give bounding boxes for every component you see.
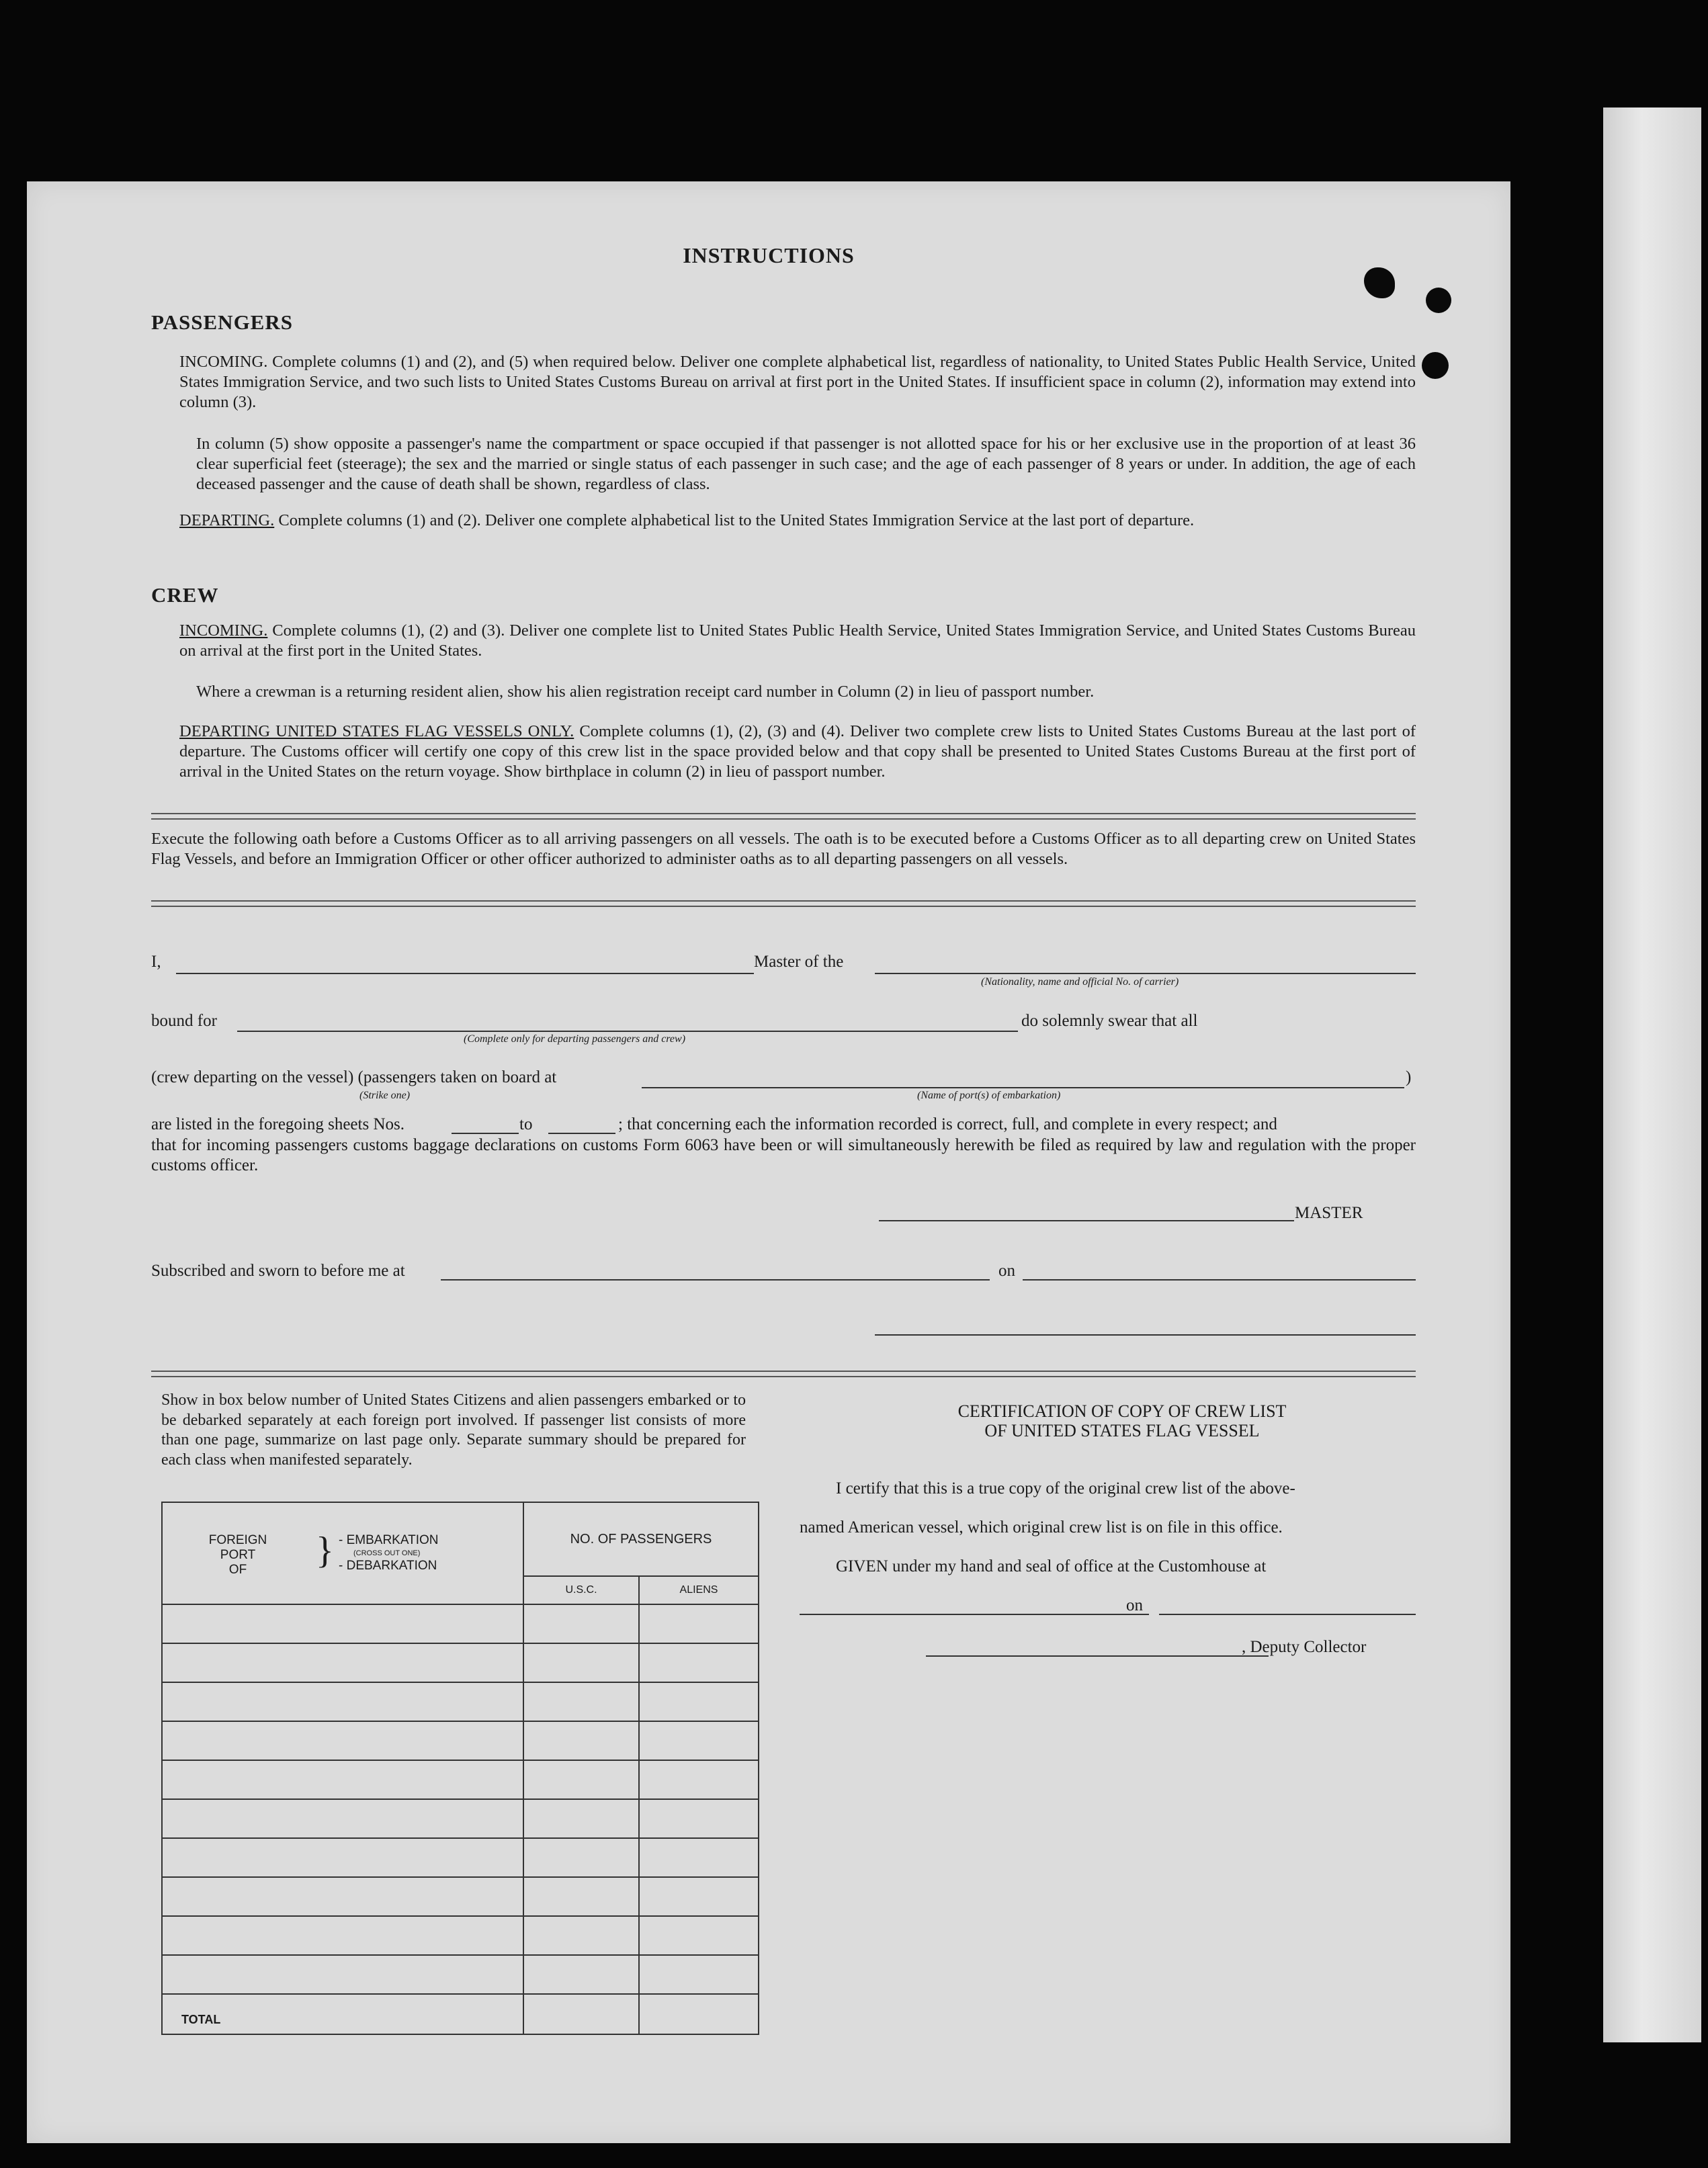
- master-name-field[interactable]: [176, 973, 754, 974]
- total-cell: [162, 1994, 523, 2034]
- summary-instructions: Show in box below number of United States Citizens and alien passengers embarked or to be debarked separately at each foreign port involved. If passenger list consists of more than one page, summarize on last page only. Separate summary should be prepared for each class when manifested separately.: [161, 1391, 746, 1469]
- usc-cell[interactable]: [523, 1604, 639, 1643]
- crew-departing-paragraph: [179, 722, 1416, 782]
- passenger-summary-table: [161, 1502, 759, 2035]
- usc-header: U.S.C.: [523, 1576, 639, 1604]
- aliens-cell[interactable]: [639, 1604, 759, 1643]
- crew-resident-paragraph: Where a crewman is a returning resident alien, show his alien registration receipt card number in Column (2) in lieu of passport number.: [196, 683, 1095, 701]
- bound-for-field[interactable]: [237, 1031, 1018, 1032]
- cert-on-label: on: [1126, 1596, 1143, 1614]
- port-cell[interactable]: [162, 1916, 523, 1955]
- certify-line2: named American vessel, which original crew list is on file in this office.: [800, 1518, 1283, 1536]
- usc-cell[interactable]: [523, 1838, 639, 1877]
- sheet-from-field[interactable]: [452, 1133, 519, 1134]
- debarkation-label[interactable]: - DEBARKATION: [339, 1559, 437, 1573]
- page-title: INSTRUCTIONS: [683, 243, 855, 267]
- customhouse-field[interactable]: [800, 1614, 1149, 1615]
- deputy-collector-label: , Deputy Collector: [1242, 1638, 1367, 1656]
- port-cell[interactable]: [162, 1760, 523, 1799]
- listed-to-label: to: [519, 1115, 533, 1133]
- foreign-label: FOREIGN: [208, 1533, 267, 1547]
- port-cell[interactable]: [162, 1721, 523, 1760]
- sworn-place-field[interactable]: [441, 1279, 990, 1281]
- usc-cell[interactable]: [523, 1799, 639, 1838]
- aliens-header: ALIENS: [639, 1576, 759, 1604]
- double-rule: [151, 1371, 1416, 1377]
- departing-label: DEPARTING.: [179, 511, 275, 529]
- aliens-cell[interactable]: [639, 1799, 759, 1838]
- ink-blot: [1426, 288, 1451, 313]
- certify-line1: I certify that this is a true copy of the original crew list of the above-: [836, 1479, 1295, 1498]
- aliens-cell[interactable]: [639, 1760, 759, 1799]
- port-label: PORT: [220, 1548, 256, 1562]
- oath-i-label: I,: [151, 953, 161, 971]
- port-cell[interactable]: [162, 1955, 523, 1994]
- ink-blot: [1422, 352, 1449, 379]
- aliens-cell[interactable]: [639, 1916, 759, 1955]
- aliens-cell[interactable]: [639, 1682, 759, 1721]
- cert-title-line1: CERTIFICATION OF COPY OF CREW LIST: [957, 1401, 1287, 1421]
- incoming-text: Complete columns (1) and (2), and (5) when required below. Deliver one complete alphabetical list, regardless of nationality, to United States Public Health Service, United States Immigration Service, and two such lists to United States Customs Bureau on arrival at first port in the United States. If insufficient space in column (2), information may extend into column (3).: [179, 353, 1416, 411]
- strike-one-note: (Strike one): [359, 1090, 411, 1101]
- port-cell[interactable]: [162, 1682, 523, 1721]
- double-rule: [151, 900, 1416, 907]
- crew-incoming-text: Complete columns (1), (2) and (3). Deliver one complete list to United States Public Health Service, United States Immigration Service, and United States Customs Bureau on arrival at the first port in the United States.: [179, 621, 1416, 660]
- usc-cell[interactable]: [523, 1721, 639, 1760]
- crew-incoming-label: INCOMING.: [179, 621, 268, 640]
- subscribed-label: Subscribed and sworn to before me at: [151, 1262, 405, 1280]
- aliens-total-cell[interactable]: [639, 1994, 759, 2034]
- port-header-cell: [162, 1502, 523, 1604]
- port-cell[interactable]: [162, 1643, 523, 1682]
- nationality-note: (Nationality, name and official No. of carrier): [981, 976, 1179, 988]
- officer-signature-field[interactable]: [875, 1334, 1416, 1336]
- cert-title-line2: OF UNITED STATES FLAG VESSEL: [984, 1421, 1260, 1440]
- port-cell[interactable]: [162, 1799, 523, 1838]
- aliens-cell[interactable]: [639, 1721, 759, 1760]
- incoming-label: INCOMING.: [179, 353, 268, 371]
- port-cell[interactable]: [162, 1838, 523, 1877]
- oath-intro-paragraph: Execute the following oath before a Customs Officer as to all arriving passengers on all vessels. The oath is to be executed before a Customs Officer as to all departing crew on United States Flag Vessels, and before an Immigration Officer or other officer authorized to administer oaths as to all departing passengers on all vessels.: [151, 830, 1416, 868]
- sworn-date-field[interactable]: [1023, 1279, 1416, 1281]
- master-label: MASTER: [1295, 1204, 1363, 1222]
- usc-total-cell[interactable]: [523, 1994, 639, 2034]
- usc-cell[interactable]: [523, 1955, 639, 1994]
- passengers-departing-paragraph: [179, 511, 1416, 531]
- no-of-passengers-header: NO. OF PASSENGERS: [523, 1502, 759, 1576]
- complete-only-note: (Complete only for departing passengers and crew): [464, 1033, 686, 1045]
- sheet-to-field[interactable]: [548, 1133, 615, 1134]
- listed-rest-text: that for incoming passengers customs baggage declarations on customs Form 6063 have been or will simultaneously herewith be filed as required by law and regulation with the proper customs officer.: [151, 1136, 1416, 1174]
- master-signature-field[interactable]: [879, 1220, 1294, 1221]
- solemnly-swear-label: do solemnly swear that all: [1021, 1012, 1198, 1030]
- usc-cell[interactable]: [523, 1682, 639, 1721]
- passengers-heading: PASSENGERS: [151, 310, 293, 334]
- ink-blot: [1364, 267, 1395, 298]
- bracket-glyph: }: [316, 1530, 334, 1571]
- aliens-cell[interactable]: [639, 1955, 759, 1994]
- deputy-signature-field[interactable]: [926, 1655, 1269, 1657]
- sworn-on-label: on: [998, 1262, 1015, 1280]
- port-embarkation-field[interactable]: [642, 1087, 1404, 1088]
- usc-cell[interactable]: [523, 1916, 639, 1955]
- port-cell[interactable]: [162, 1604, 523, 1643]
- of-label: OF: [228, 1563, 247, 1577]
- master-of-the-label: Master of the: [754, 953, 844, 971]
- crew-incoming-paragraph: [179, 621, 1416, 661]
- foreign-port-of-label: [198, 1533, 278, 1577]
- given-under-hand: GIVEN under my hand and seal of office at the Customhouse at: [836, 1557, 1267, 1575]
- usc-cell[interactable]: [523, 1643, 639, 1682]
- bound-for-label: bound for: [151, 1012, 217, 1030]
- departing-text: Complete columns (1) and (2). Deliver one complete alphabetical list to the United States Immigration Service at the last port of departure.: [278, 511, 1195, 529]
- close-paren: ): [1406, 1068, 1412, 1086]
- crew-departing-label: DEPARTING UNITED STATES FLAG VESSELS ONLY.: [179, 722, 574, 740]
- aliens-cell[interactable]: [639, 1877, 759, 1916]
- form-page: [27, 181, 1510, 2143]
- listed-continuation: ; that concerning each the information recorded is correct, full, and complete in every respect; and: [618, 1115, 1277, 1133]
- crew-departing-label: (crew departing on the vessel) (passengers taken on board at: [151, 1068, 557, 1086]
- embarkation-label[interactable]: - EMBARKATION: [339, 1533, 439, 1547]
- certification-title: [826, 1401, 1418, 1440]
- cross-out-note: (CROSS OUT ONE): [353, 1549, 421, 1557]
- listed-sheets-label: are listed in the foregoing sheets Nos.: [151, 1115, 404, 1133]
- usc-cell[interactable]: [523, 1877, 639, 1916]
- passengers-incoming-paragraph: [179, 352, 1416, 413]
- carrier-field[interactable]: [875, 973, 1416, 974]
- aliens-cell[interactable]: [639, 1643, 759, 1682]
- usc-cell[interactable]: [523, 1760, 639, 1799]
- passengers-column5-paragraph: In column (5) show opposite a passenger's name the compartment or space occupied if that passenger is not allotted space for his or her exclusive use in the proportion of at least 36 clear superficial feet (steerage); the sex and the married or single status of each passenger in such case; and the age of each passenger of 8 years or under. In addition, the age of each deceased passenger and the cause of death shall be shown, regardless of class.: [196, 435, 1416, 493]
- crew-departing-text: Complete columns (1), (2), (3) and (4). Deliver two complete crew lists to United States Customs Bureau at the last port of departure. The Customs officer will certify one copy of this crew list in the space provided below and that copy shall be presented to United States Customs Bureau at the first port of arrival in the United States on the return voyage. Show birthplace in column (2) in lieu of passport number.: [179, 722, 1416, 781]
- port-cell[interactable]: [162, 1877, 523, 1916]
- total-label: TOTAL: [181, 2013, 221, 2026]
- aliens-cell[interactable]: [639, 1838, 759, 1877]
- double-rule: [151, 813, 1416, 820]
- cert-date-field[interactable]: [1159, 1614, 1416, 1615]
- name-of-port-note: (Name of port(s) of embarkation): [917, 1090, 1061, 1101]
- crew-heading: CREW: [151, 583, 219, 607]
- adjacent-page-strip: [1603, 107, 1701, 2042]
